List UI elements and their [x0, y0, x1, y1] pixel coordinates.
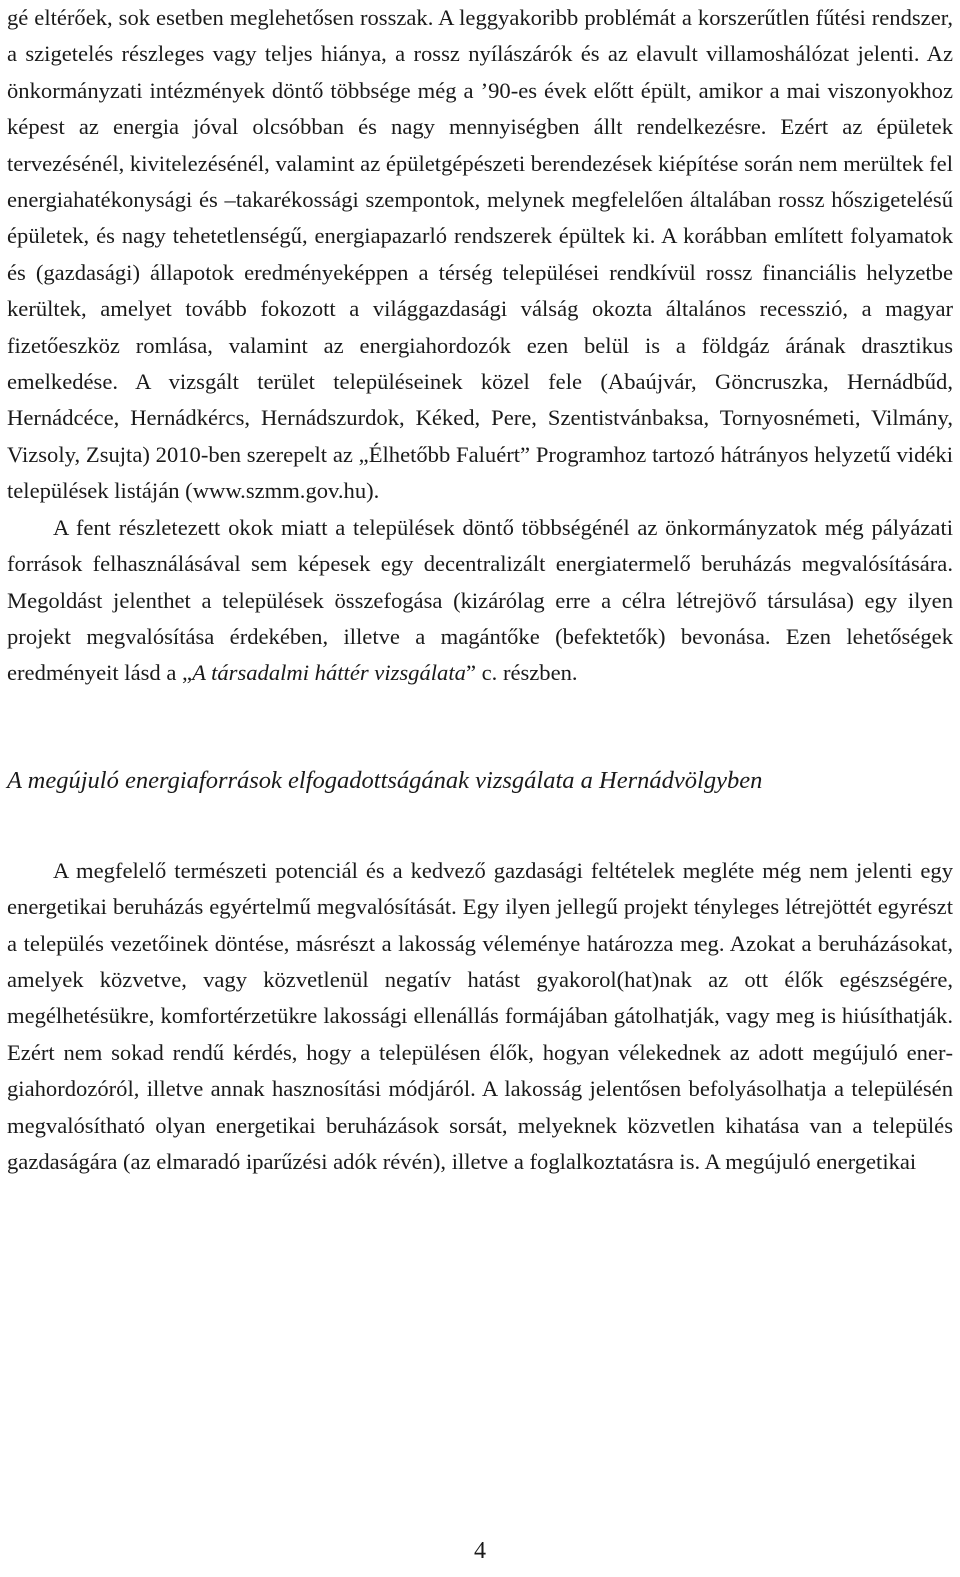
- spacer: [7, 799, 953, 853]
- italic-reference: A társadalmi háttér vizsgálata: [192, 660, 466, 686]
- document-page: [7, 0, 953, 1180]
- paragraph-acceptance: A megfelelő természeti potenciál és a kedvező gazdasági feltételek megléte még nem jelenti egy energetikai beruházás egyértelmű megvalósítását. Egy ilyen jellegű projekt tényleges létrejöttét egyrészt a település vezetőinek döntése, másrészt a lakosság véleménye határozza meg. Azokat a beruházásokat, amelyek közvetve, vagy közvetlenül negatív hatást gyakorol(hat)nak az ott élők egészségére, megélhetésükre, komfortérzetükre lakossági ellenállás formájában gátolhatják, vagy meg is hiúsíthatják. Ezért nem sokad rendű kérdés, hogy a településen élők, hogyan vélekednek az adott megújuló energiahordozóról, illetve annak hasznosítási módjáról. A lakosság jelentősen befolyásolhatja a településén megvalósítható olyan energetikai beruházások sorsát, melyeknek közvetlen kihatása van a település gazdaságára (az elmaradó iparűzési adók révén), illetve a foglalkoztatásra is. A megújuló energetikai: [7, 857, 953, 1174]
- page-number: 4: [474, 1538, 486, 1564]
- paragraph-text: A fent részletezett okok miatt a települések döntő többségénél az önkormányzatok még pályázati források felhasználásával sem képesek egy decentralizált energiatermelő beruházás megvalósítására. Megoldást jelenthet a települések összefogása (kizárólag erre a célra létrejövő társulása) egy ilyen projekt megvalósítása érdekében, illetve a magántőke (befektetők) bevonása. Ezen lehetőségek eredményeit lásd a „: [7, 514, 953, 686]
- paragraph-text-end: ” c. részben.: [465, 660, 578, 686]
- paragraph-local-governments: [7, 510, 953, 692]
- paragraph-continuation: gé eltérőek, sok esetben meglehetősen rosszak. A leggyakoribb problémát a korszerűtlen fűtési rendszer, a szigetelés részleges vagy teljes hiánya, a rossz nyílászárók és az elavult villamoshálózat jelenti. Az önkormányzati intézmények döntő többsége még a ’90-es évek előtt épült, amikor a mai viszonyokhoz képest az energia jóval olcsóbban és nagy mennyiségben állt rendelkezésre. Ezért az épületek tervezésénél, kivitelezésénél, valamint az épületgépészeti berendezések kiépítése során nem merültek fel energiahatékonysági és –takarékossági szempontok, melynek megfelelően általában rossz hőszigetelésű épületek, és nagy tehetetlenségű, energiapazarló rendszerek épültek ki. A korábban említett folyamatok és (gazdasági) állapotok eredményeképpen a térség települései rendkívül rossz financiális helyzetbe kerültek, amelyet tovább fokozott a világgazdasági válság okozta általános recesszió, a magyar fizetőeszköz romlása, valamint az energiahordozók ezen belül is a földgáz árának drasztikus emelkedése. A vizsgált terület településeinek közel fele (Abaújvár, Göncruszka, Hernádbűd, Hernádcéce, Hernádkércs, Hernádszurdok, Kéked, Pere, Szentistvánbaksa, Tornyosnémeti, Vilmány, Vizsoly, Zsujta) 2010-ben szerepelt az „Élhetőbb Faluért” Programhoz tartozó hátrányos helyzetű vidéki települések listáján (www.szmm.gov.hu).: [7, 5, 953, 504]
- spacer: [7, 692, 953, 762]
- section-heading: A megújuló energiaforrások elfogadottságának vizsgálata a Hernádvölgyben: [7, 766, 763, 794]
